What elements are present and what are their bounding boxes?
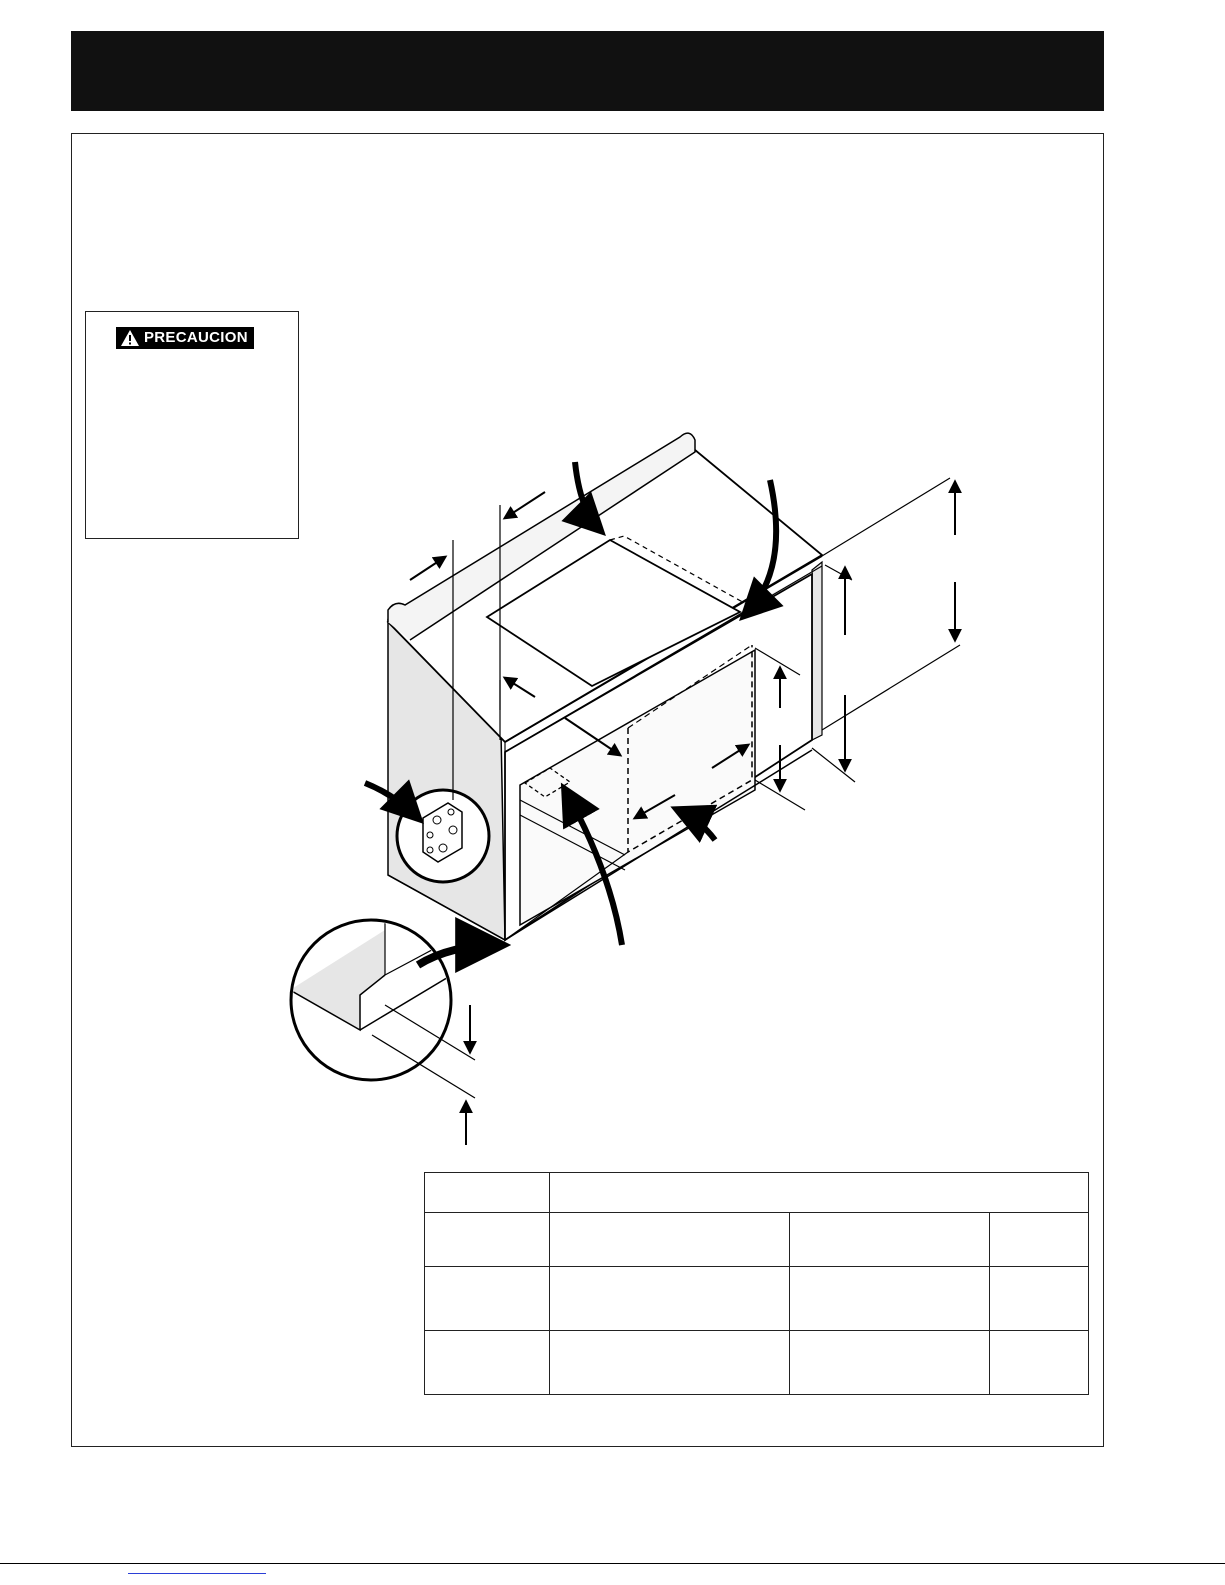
footer-link-underline[interactable] xyxy=(128,1573,266,1574)
table-cell xyxy=(990,1213,1089,1267)
table-cell xyxy=(550,1213,790,1267)
table-row xyxy=(425,1213,1089,1267)
table-cell xyxy=(790,1213,990,1267)
table-cell xyxy=(550,1173,1089,1213)
table-cell xyxy=(425,1213,550,1267)
table-row xyxy=(425,1267,1089,1331)
specification-table xyxy=(424,1172,1089,1395)
table-cell xyxy=(990,1267,1089,1331)
table-cell xyxy=(990,1331,1089,1395)
table-cell xyxy=(550,1267,790,1331)
table-cell xyxy=(550,1331,790,1395)
footer-rule xyxy=(0,1563,1225,1564)
table-row xyxy=(425,1173,1089,1213)
table-cell xyxy=(425,1331,550,1395)
cabinet-right-side-panel xyxy=(812,562,822,740)
table-cell xyxy=(425,1173,550,1213)
table-cell xyxy=(790,1331,990,1395)
table-cell xyxy=(425,1267,550,1331)
caution-label-text: PRECAUCION xyxy=(144,329,248,346)
table-row xyxy=(425,1331,1089,1395)
table-cell xyxy=(790,1267,990,1331)
